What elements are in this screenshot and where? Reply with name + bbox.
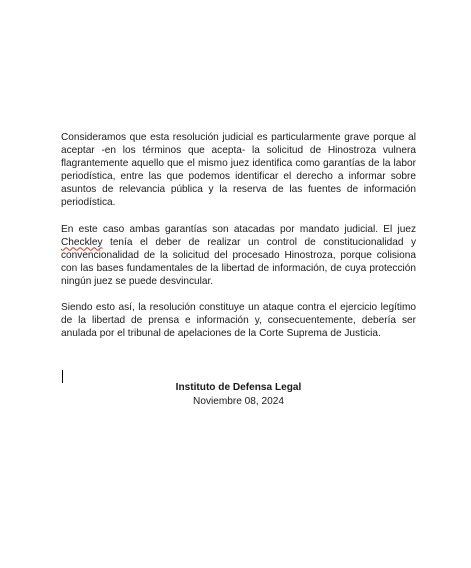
signature-organization: Instituto de Defensa Legal xyxy=(175,382,302,393)
signature-block[interactable] xyxy=(61,381,416,409)
paragraph-2-end: tenía el deber de realizar un control de constitucionalidad y convencionalidad de la solicitud del procesado Hinostroza, porque colisiona con las bases fundamentales de la libertad de información, de cuya protección ningún juez se puede desvincular. xyxy=(61,236,416,287)
signature-date: Noviembre 08, 2024 xyxy=(193,396,284,407)
paragraph-1[interactable]: Consideramos que esta resolución judicial es particularmente grave porque al aceptar -en los términos que acepta- la solicitud de Hinostroza vulnera flagrantemente aquello que el mismo juez identifica como garantías de la labor periodística, entre las que podemos identificar el derecho a informar sobre asuntos de relevancia pública y la reserva de las fuentes de información periodística. xyxy=(61,132,416,209)
spellcheck-flagged-word[interactable]: Checkley xyxy=(61,236,103,248)
paragraph-3[interactable]: Siendo esto así, la resolución constituye un ataque contra el ejercicio legítimo de la libertad de prensa e información y, consecuentemente, debería ser anulada por el tribunal de apelaciones de la Corte Suprema de Justicia. xyxy=(61,302,416,340)
paragraph-2[interactable] xyxy=(61,223,416,288)
paragraph-2-start: En este caso ambas garantías son atacadas por mandato judicial. El juez xyxy=(61,223,416,235)
document-body[interactable] xyxy=(61,131,416,353)
